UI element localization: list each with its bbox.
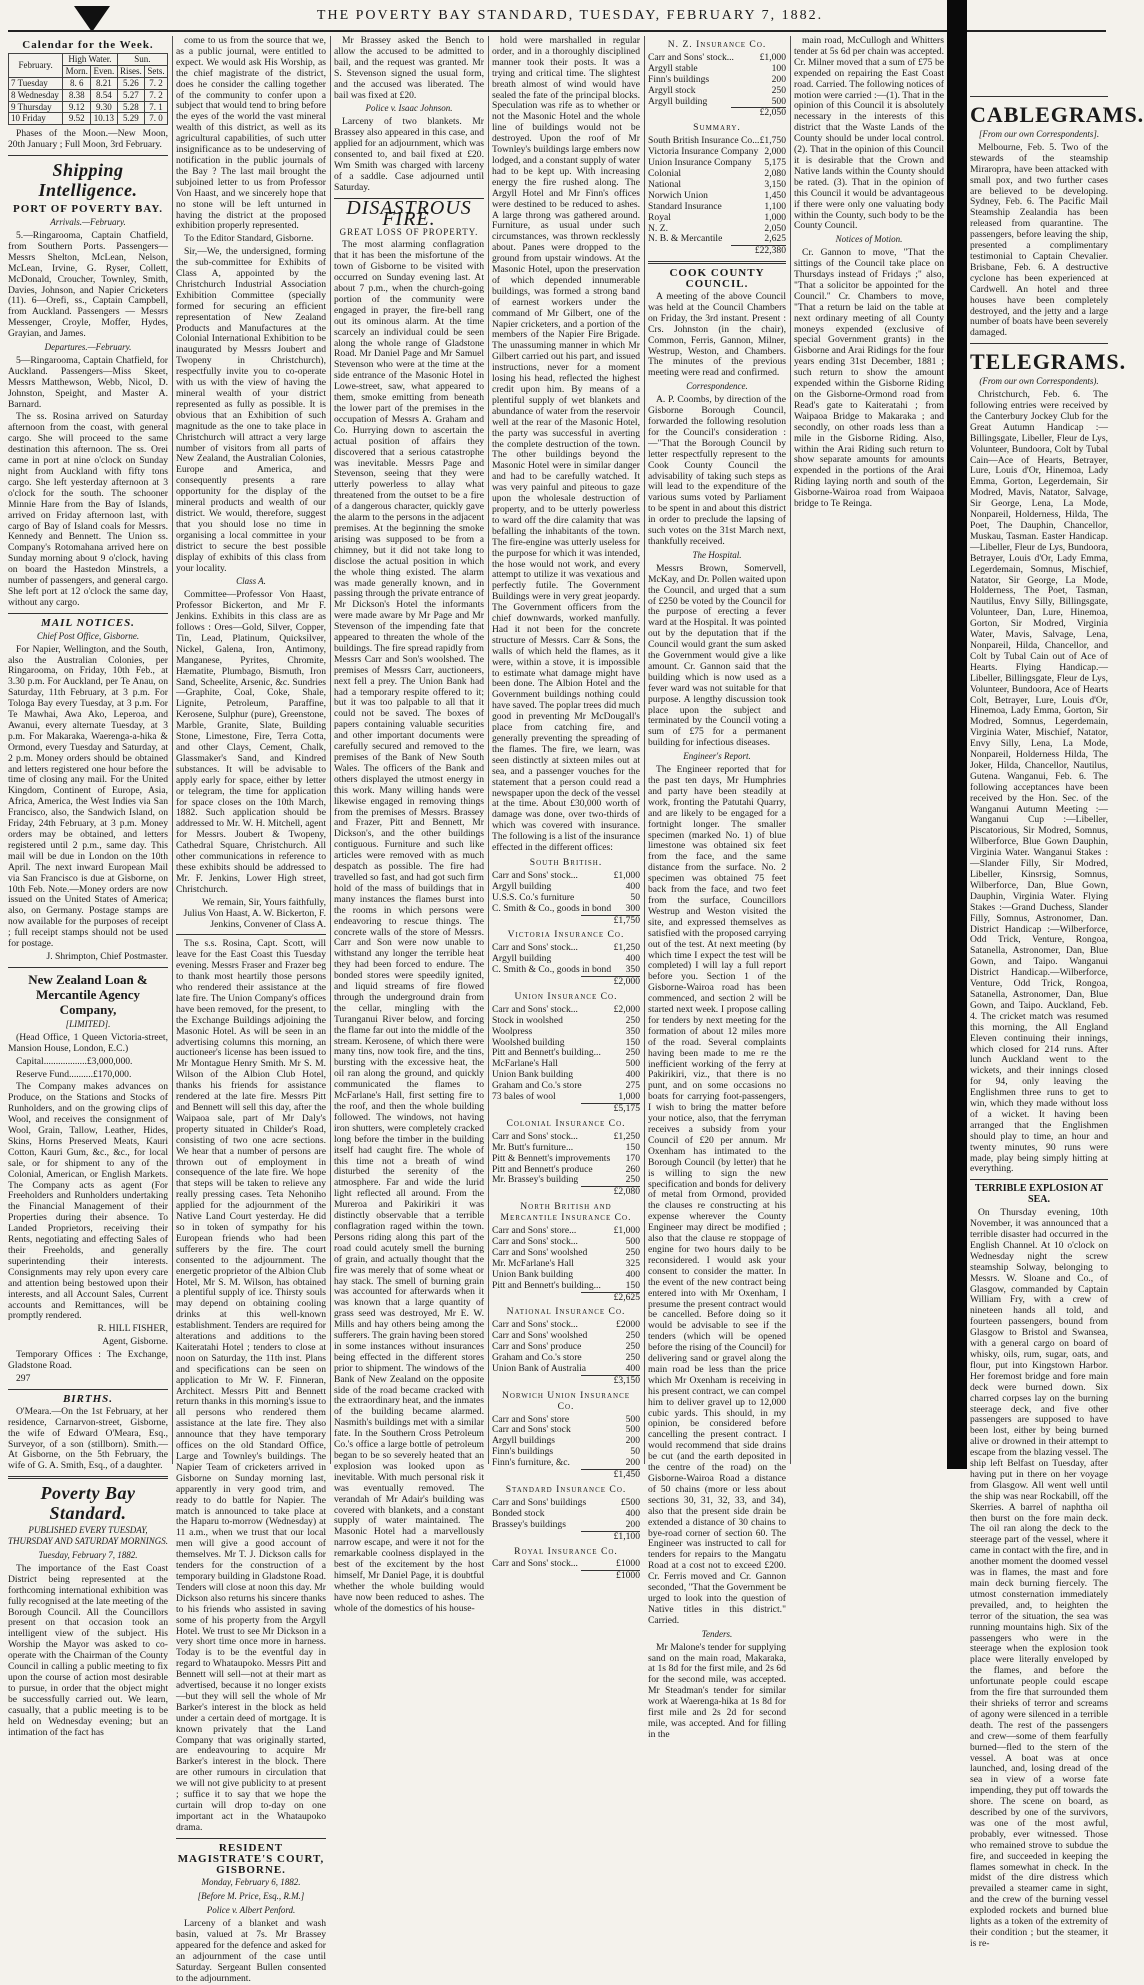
court-before: [Before M. Price, Esq., R.M.] (197, 1891, 305, 1902)
insurance-row (492, 1143, 640, 1154)
insurance-office-heading: Standard Insurance Co. (505, 1484, 627, 1495)
insurance-office-heading: National Insurance Co. (506, 1306, 626, 1318)
engineer-heading: Engineer's Report. (683, 751, 751, 762)
insurance-row (492, 1364, 640, 1375)
insurance-item: Royal (648, 211, 671, 223)
insurance-row (492, 1281, 640, 1292)
insurance-total: £2,625 (581, 1292, 640, 1304)
calendar-cell: 8.21 (91, 77, 117, 89)
insurance-total: £2,050 (731, 107, 786, 119)
insurance-amount: 250 (625, 1047, 640, 1059)
leader-text: The importance of the East Coast District being represented at the forthcoming international exhibition was fully recognised at the late meeting of the Borough Council. All the Councillors present on that occasion took an intelligent view of the subject. His Worship the Mayor was asked to co-operate with the Chairman of the County Council in calling a public meeting to fix upon the course of action most desirable to pursue, in order that the object might be successfully carried out. We learn, casually, that a public meeting is to be held on Wednesday evening; but an intimation of the fact has (8, 1562, 168, 1738)
divider (970, 96, 1108, 97)
scan-black-bar (947, 0, 967, 1469)
divider (648, 261, 786, 264)
insurance-amount: 400 (625, 1268, 640, 1280)
divider (970, 1179, 1108, 1180)
column-divider (644, 36, 645, 1464)
insurance-office-heading: Summary. (693, 122, 741, 134)
court-heading: RESIDENT MAGISTRATE'S COURT, GISBORNE. (177, 1841, 325, 1876)
insurance-amount: 250 (625, 1330, 640, 1342)
masthead-rule (8, 30, 1106, 32)
column-4 (492, 35, 640, 1582)
calendar-cell: 8.54 (91, 89, 117, 101)
council-heading: COOK COUNTY COUNCIL. (669, 267, 765, 291)
column-5 (648, 36, 786, 1740)
insurance-item: C. Smith & Co., goods in bond (492, 902, 612, 914)
insurance-total: £1000 (581, 1570, 640, 1582)
insurance-row (648, 234, 786, 245)
insurance-amount: 1,000 (618, 1091, 640, 1103)
insurance-office-heading: Colonial Insurance Co. (506, 1117, 626, 1129)
insurance-item: Carr and Sons' stock... (492, 1558, 578, 1570)
fire-text: The most alarming conflagration that it has been the misfortune of the town of Gisborne to be visited with occurred on Sunday evening last. At about 7 p.m., when the church-going portion of the community were engaged in prayer, the fire-bell rang out its ominous alarm. At the time scarcely an individual could be seen along the whole range of Gladstone Road. Mr Daniel Page and Mr Samuel Stevenson who were at the time at the side entrance of the Masonic Hotel in Lowe-street, saw, what appeared to them, smoke emitting from beneath the lower part of the premises in the occupation of Messrs A. Graham and Co. Hurrying down to ascertain the actual position of affairs they discovered that a serious catastrophe was inevitable. Messrs Page and Stevenson, seeing that they were utterly powerless to allay what threatened from the outset to be a fire of a dangerous character, quickly gave the alarm to the persons in the adjacent premises. At the beginning the smoke arising was supposed to be from a chimney, but it did not take long to disclose the actual position in which the whole thing existed. The alarm was made generally known, and in passing through the private entrance of Mr Dickson's Hotel the informants were made aware by Mr Page and Mr Stevenson of the impending fate that appeared to threaten the whole of the buildings. The fire spread rapidly from Messrs Carr and Son's woolshed. The premises of Messrs Carr, auctioneers, next fell a prey. The Union Bank had had a temporary respite offered to it; but it was too palpable to all that it could not be saved. The boxes of papers containing valuable securities and other important documents were carefully secured and removed to the premises of the Bank of New South Wales. The officers of the Bank and others displayed the utmost energy in this work. Many willing hands were likewise engaged in removing things from the premises of Messrs. Brassey and Frazer, Pitt and Bennett, Mr Dickson's, and the other buildings contiguous. Furniture and such like articles were removed with as much despatch as possible. The fire had travelled so fast, and had got such firm hold of the mass of buildings that in many instances the flames burst into the rooms in which persons were endeavoring to rescue things. The concrete walls of the store of Messrs. Carr and Son were now unable to withstand any longer the terrible heat they had been forced to endure. The bonded stores were speedily ignited, and liquid streams of fire flowed through the underground drain from the cellar, mingling with the Turanganui River below, and forcing the flame far out into the middle of the stream. Kerosene, of which there were many tins, now took fire, and the tins, bursting with the excessive heat, the oil ran along the ground, and quickly communicated the flames to McFarlane's Hall, first setting fire to the roof, and then the whole building followed. The windows, not having iron shutters, were completely cracked long before the timber in the building itself had caught fire. The whole of this time not a breath of wind disturbed the serenity of the atmosphere. Far and wide the lurid light reflected all around. From the Mureroa and Pakirikiri it was distinctly observable that a terrible conflagration raged within the town. Persons riding along this part of the road could acutely smell the burning of grain, and actually thought that the fire was merely that of some wheat or hay stack. The smell of burning grain was accounted for afterwards when it was known that a large quantity of grass seed was destroyed, Mr E. W. Mills and hay others being among the sufferers. The grain having been stored in some instances without insurances being effected in the different stores prior to shipment. The windows of the Bank of New Zealand on the opposite side of the road became cracked with the extraordinary heat, and the inmates of the building became alarmed. Nasmith's buildings met with a similar fate. In the Southern Cross Petroleum Co.'s office a large bottle of petroleum began to be so severely heated that an explosion was looked upon as inevitable. With much personal risk it was eventually removed. The verandah of Mr Adair's building was covered with blankets, and a constant supply of water maintained. The Masonic Hotel had a marvellously narrow escape, and were it not for the remarkable coolness displayed in the best of the excitement by the host himself, Mr Daniel Page, it is doubtful whether the whole building would have now been reduced to ashes. The whole of the domestics of his house- (334, 239, 484, 1614)
calendar-cell: 7. 2 (145, 77, 168, 89)
insurance-office-heading: South British. (529, 856, 603, 868)
letter-addressee: To the Editor Standard, Gisborne. (184, 233, 314, 245)
insurance-item: Standard Insurance (648, 200, 722, 212)
insurance-item: Norwich Union (648, 189, 708, 201)
insurance-item: Carr and Sons' stock (492, 1424, 571, 1436)
insurance-office-heading: Victoria Insurance Co. (507, 929, 625, 941)
calendar-cell: 7. 1 (145, 101, 168, 113)
nzla-capital: Capital..................£3,000,000. (16, 1055, 133, 1067)
calendar-row (9, 77, 168, 89)
fire-heading: DISASTROUS FIRE. (346, 196, 472, 230)
published-line: PUBLISHED EVERY TUESDAY, THURSDAY AND SATURDAY MORNINGS. (8, 1525, 169, 1547)
insurance-amount: 2,625 (764, 233, 786, 245)
issue-date: Tuesday, February 7, 1882. (38, 1550, 138, 1561)
column-7 (970, 36, 1144, 1949)
insurance-item: Woolpress (492, 1025, 533, 1037)
insurance-amount: 250 (625, 1246, 640, 1258)
fire-continued: hold were marshalled in regular order, and in a thoroughly disciplined manner took their posts. It was a trying and critical time. The slightest breath almost of wind would have sealed the fate of the principal blocks. Speculation was rife as to whether or not the Masonic Hotel and the whole line of buildings would not be destroyed. Upon the roof of Mr Townley's buildings large embers now lodged, and a constant supply of water had to be kept up. With increasing energy the fire rushed along. The Argyll Hotel and Mr Finn's offices were destined to be reduced to ashes. A large throng was gathered around. Furniture, as usual under such circumstances, was thrown recklessly about. Panes were dropped to the ground from upstair windows. At the Masonic Hotel, upon the preservation of which depended innumerable buildings, was formed a strong band of earnest workers under the command of Mr Gilbert, one of the Napier cricketers, and a portion of the members of the Napier Fire Brigade. The unassuming manner in which Mr Gilbert carried out his part, and issued instructions, never for a moment losing his head, reflected the highest credit upon him. By means of a plentiful supply of wet blankets and abundance of water from the reservoir well at the rear of the Masonic Hotel, the party was successful in averting the complete destruction of the town. The other buildings beyond the Masonic Hotel were in similar danger and had to be carefully watched. It was very painful and piteous to gaze upon the wholesale destruction of property, and to be utterly powerless to ward off the dire calamity that was befalling the inhabitants of the town. The fire-engine was utterly useless for the purpose for which it was intended, the hose would not work, and every attempt to utilize it was vexatious and perfectly futile. The Government Buildings were in very great jeopardy. The Government officers from the chief downwards, worked manfully. Had it not been for the concrete structure of Messrs. Carr & Sons, the walls of which held the flames, as it were, within a stove, it is impossible to estimate what damage might have been done. The Albion Hotel and the Government buildings nothing could have saved. The poplar trees did much good in preventing Mr McDougall's place from catching fire, and generally preventing the spreading of the flames. The fire, we learn, was seen distinctly at sixteen miles out at sea, and a passenger vouches for the statement that a person could read a newspaper upon the deck of the vessel at the time. About £30,000 worth of damage was done, over two-thirds of which was covered with insurance. The following is a list of the insurance effected in the different offices: (492, 35, 640, 854)
calendar-cell: 9.52 (63, 113, 91, 125)
insurance-item: Carr and Sons' woolshed (492, 1246, 588, 1258)
insurance-item: Mr. Brassey's building (492, 1174, 579, 1186)
insurance-item: Argyll buildings (492, 1435, 555, 1447)
column-2 (176, 35, 327, 1984)
insurance-item: Carr and Sons' stock... (492, 1130, 578, 1142)
calendar-subheader: Sets. (145, 65, 168, 77)
insurance-item: Finn's buildings (492, 1446, 554, 1458)
insurance-amount: 400 (625, 1069, 640, 1081)
insurance-amount: 100 (771, 62, 786, 74)
correspondence-heading: Correspondence. (686, 381, 748, 392)
column-divider (790, 36, 791, 1464)
insurance-amount: 400 (625, 880, 640, 892)
calendar-title: Calendar for the Week. (22, 39, 154, 51)
insurance-amount: 200 (771, 73, 786, 85)
insurance-total: £5,175 (581, 1103, 640, 1115)
hospital-heading: The Hospital. (692, 549, 742, 560)
insurance-item: Finn's furniture, &c. (492, 1457, 570, 1469)
divider (8, 1476, 168, 1479)
shipping-heading: Shipping Intelligence. (38, 160, 138, 201)
insurance-item: Pitt and Bennett's produce (492, 1163, 593, 1175)
insurance-amount: 1,000 (764, 211, 786, 223)
letter-text: Sir,—We, the undersigned, forming the sub-committee for Exhibits of Class A, appointed by the Christchurch Industrial Association Exhibition Committee (specially formed for securing an efficient representation of New Zealand Products and Manufactures at the Colonial International Exhibition to be inaugurated by Messrs Joubert and Twopeny in Christchurch), respectfully invite you to co-operate with us with the view of having the mineral wealth of your district represented as fully as possible. It is obvious that an Exhibition of such magnitude as the one to take place in Christchurch will attract a very large number of visitors from all parts of New Zealand, the Australian Colonies, Europe and America, and consequently presents a rare opportunity for the display of the mineral products and wealth of our district. We would, therefore, suggest that you should lose no time in organising a local committee in your district to secure the best possible display of exhibits of this class from your locality. (176, 246, 326, 574)
calendar-table (8, 53, 168, 125)
insurance-row (492, 1175, 640, 1186)
insurance-amount: 200 (625, 1518, 640, 1530)
telegrams-subheading: (From our own Correspondents). (979, 376, 1099, 387)
calendar-cell: 5.28 (117, 101, 144, 113)
insurance-row (492, 1027, 640, 1038)
fisher-role: Agent, Gisborne. (102, 1336, 168, 1348)
calendar-cell: 5.26 (117, 77, 144, 89)
insurance-item: Carr and Sons' stock... (492, 869, 578, 881)
insurance-row (492, 1092, 640, 1103)
insurance-amount: 50 (630, 891, 640, 903)
insurance-amount: 250 (625, 1014, 640, 1026)
fire-subheading: GREAT LOSS OF PROPERTY. (339, 226, 479, 237)
moon-phases: Phases of the Moon.—New Moon, 20th January ; Full Moon, 3rd February. (8, 128, 168, 151)
insurance-item: Carr and Sons' stock... (492, 942, 578, 954)
insurance-item: Woolshed building (492, 1036, 565, 1048)
insurance-item: Argyll building (492, 880, 552, 892)
insurance-amount: 350 (625, 1025, 640, 1037)
insurance-item: Carr and Sons' produce (492, 1341, 582, 1353)
insurance-amount: 400 (625, 953, 640, 965)
cablegrams-subheading: [From our own Correspondents]. (978, 129, 1100, 139)
insurance-amount: 2,050 (764, 222, 786, 234)
insurance-total: £1,750 (581, 915, 640, 927)
insurance-item: U.S.S. Co.'s furniture (492, 891, 575, 903)
column-1 (8, 36, 169, 1738)
insurance-row (492, 1458, 640, 1469)
departures-heading: Departures.—February. (44, 342, 132, 353)
court-case: Police v. Albert Penford. (206, 1905, 296, 1916)
insurance-amount: 260 (625, 1163, 640, 1175)
notices-heading: Notices of Motion. (835, 234, 903, 245)
calendar-day: 8 Wednesday (9, 89, 63, 101)
calendar-cell: 5.27 (117, 89, 144, 101)
telegrams-heading: TELEGRAMS. (970, 349, 1127, 375)
page-corner-mark (74, 6, 110, 32)
insurance-item: Carr and Sons' woolshed (492, 1330, 588, 1342)
court-text: Larceny of a blanket and wash basin, valued at 7s. Mr Brassey appeared for the defence and asked for an adjournment of the case until Saturday. Sergeant Bullen consented to the adjournment. (176, 1918, 326, 1984)
insurance-amount: 170 (625, 1152, 640, 1164)
calendar-subheader: Rises. (117, 65, 144, 77)
leader-continued: come to us from the source that we, as a public journal, were entitled to expect. We would ask His Worship, as the chief magistrate of the district, does he consider the calling together of the community to confer upon a subject that would tend to bring before the eyes of the world the vast mineral wealth of this district, as well as its agricultural capabilities, of such utter insignificance as to be undeserving of notification in the public journals of the Bay ? The last mail brought the subjoined letter to us from Professor Von Haast, and we sincerely hope that no stone will be left unturned in having the district at the proposed exhibition properly represented. (176, 35, 326, 232)
temporary-offices: Temporary Offices : The Exchange, Gladstone Road. (8, 1349, 168, 1372)
insurance-total: £2,080 (581, 1186, 640, 1198)
nzla-office: (Head Office, 1 Queen Victoria-street, Mansion House, London, E.C.) (8, 1031, 168, 1054)
insurance-office-heading: Royal Insurance Co. (514, 1545, 618, 1557)
insurance-amount: 500 (625, 1235, 640, 1247)
calendar-body (9, 77, 168, 125)
nzla-heading: New Zealand Loan & Mercantile Agency Company, (28, 971, 148, 1017)
column-6 (794, 36, 944, 1464)
divider (8, 967, 168, 968)
fisher-name: R. HILL FISHER, (97, 1323, 168, 1335)
insurance-item: Union Bank building (492, 1069, 574, 1081)
insurance-office-heading: Union Insurance Co. (514, 990, 618, 1002)
shipping-news: The ss. Rosina arrived on Saturday afternoon from the coast, with general cargo. She will proceed to the same destination this afternoon. The ss. Orei came in port at nine o'clock on Sunday night from Auckland with fifty tons cargo. She left yesterday afternoon at 3 o'clock for the south. The schooner Minnie Hare from the Bay of Islands, arrived on Friday afternoon last, with cargo of Bay of Island coals for Messrs. Kennedy and Bennett. The Union ss. Company's Rotomahana arrived here on Sunday morning about 9 o'clock, having on board the Hastedon Minstrels, a number of passengers, and general cargo. She left port at 12 o'clock the same day, without any cargo. (8, 411, 168, 608)
port-heading: PORT OF POVERTY BAY. (12, 203, 164, 216)
notices-text: Cr. Gannon to move, "That the sittings of the Council take place on Thursdays instead of Fridays ;" also, "That a solicitor be appointed for the Council." Cr. Chambers to move, "That a return be laid on the table at next ordinary meeting of all County moneys expended (exclusive of special Government grants) in the Gisborne and Arai Ridings for the four years ending 31st December, 1881 ; such return to show the amount expended within the Gisborne Riding on the Gisborne-Ormond road from Read's gate to Kaiteratahi ; from Waipaoa Bridge to Makaraka ; and secondly, on other roads less than a mile in the Gisborne Riding. Also, within the Arai Riding such return to show separate amounts for amounts expended in the portions of the Arai Riding laying north and south of the Gisborne-Wairoa road from Waipaoa bridge to Te Reinga. (794, 247, 944, 510)
insurance-item: N. B. & Mercantile (648, 233, 723, 245)
calendar-cell: 9.12 (63, 101, 91, 113)
insurance-amount: 400 (625, 1507, 640, 1519)
divider (176, 934, 326, 935)
insurance-amount: £1,250 (613, 942, 640, 954)
arrivals-text: 5.—Ringarooma, Captain Chatfield, from Southern Ports. Passengers—Messrs Shelton, McLean, Nelson, McLean, Irvine, G. Ryser, Collett, McDonald, Croucher, Townley, Smith, Davies, Johnson, and Napier Cricketers (11). 6—Orefi, ss., Captain Campbell, from Auckland. Passengers — Messrs Messenger, Croyle, Moffer, Hydes, Grayian, and James. (8, 229, 168, 340)
insurance-amount: £1,750 (759, 135, 786, 147)
explosion-heading: TERRIBLE EXPLOSION AT SEA. (974, 1183, 1104, 1206)
insurance-amount: 325 (625, 1257, 640, 1269)
insurance-row (648, 75, 786, 86)
cablegrams-text: Melbourne, Feb. 5. Two of the stewards of the steamship Miraropra, have been attacked with small pox, and two further cases are believed to be developing. Sydney, Feb. 6. The Pacific Mail Steamship Zealandia has been released from quarantine. The passengers, before leaving the ship, presented a complimentary testimonial to Captain Chevalier. Brisbane, Feb. 6. A destructive cyclone has been experienced at Cardwell. An hotel and three houses have been completely destroyed, and the jetty and a large number of boats have been severely damaged. (970, 141, 1108, 339)
insurance-amount: 1,100 (764, 200, 786, 212)
insurance-office-heading: Norwich Union Insurance Co. (501, 1389, 631, 1412)
insurance-item: Stock in woolshed (492, 1014, 563, 1026)
calendar-cell: 10.13 (91, 113, 117, 125)
calendar-header-month: February. (9, 53, 63, 77)
insurance-amount: 150 (625, 1036, 640, 1048)
calendar-cell: 9.30 (91, 101, 117, 113)
insurance-item: Colonial (648, 167, 682, 179)
mail-notices-heading: MAIL NOTICES. (41, 616, 135, 629)
insurance-item: Carr and Sons' store (492, 1413, 570, 1425)
insurance-item: Carr and Sons' stock... (492, 1235, 578, 1247)
insurance-amount: 2,000 (764, 146, 786, 158)
divider (970, 343, 1108, 344)
column-divider (330, 36, 331, 1464)
letter-signature: We remain, Sir, Yours faithfully, Julius Von Haast, A. W. Bickerton, F. Jenkins, Convener of Class A. (183, 896, 326, 930)
insurance-row (648, 97, 786, 108)
court-text-2: Larceny of two blankets. Mr Brassey also appeared in this case, and applied for an adjournment, which was consented to, and bail fixed at £20. Wm Smith was charged with larceny of a saddle. Case adjourned until Saturday. (334, 116, 484, 193)
insurance-office-heading: N. Z. Insurance Co. (667, 39, 767, 50)
insurance-row (492, 965, 640, 976)
insurance-amount: 300 (625, 902, 640, 914)
insurance-item: Union Insurance Company (648, 157, 752, 169)
nzla-reserve: Reserve Fund..........£170,000. (16, 1068, 132, 1080)
insurance-amount: 150 (625, 1279, 640, 1291)
insurance-item: Pitt and Bennett's building... (492, 1279, 601, 1291)
calendar-cell: 5.29 (117, 113, 144, 125)
insurance-amount: £1,000 (759, 51, 786, 63)
calendar-header-high-water: High Water. (63, 53, 117, 65)
insurance-amount: 50 (630, 1446, 640, 1458)
calendar-day: 7 Tuesday (9, 77, 63, 89)
insurance-amount: 500 (625, 1424, 640, 1436)
insurance-item: South British Insurance Co... (648, 135, 760, 147)
insurance-amount: £1,000 (613, 1225, 640, 1237)
committee-text: Committee—Professor Von Haast, Professor Bickerton, and Mr F. Jenkins. Exhibits in this class are as follows : Ores—Gold, Silver, Copper, Tin, Lead, Platinum, Quicksilver, Nickel, Galena, Iron, Antimony, Manganese, Pyrites, Chromite, Hæmatite, Plumbago, Bismuth, Iron Sand, Scheelite, Arsenic, &c. Sundries—Graphite, Coal, Coke, Shale, Lignite, Petroleum, Paraffine, Kerosene, Sulphur (pure), Greenstone, Marble, Granite, Slate, Building Stone, Limestone, Fire, Terra Cotta, and other Clays, Cement, Chalk, Glassmaker's Sand, and Kindred substances. It will be advisable to apply early for space, either by letter or telegram, the time for application for space closes on the 10th March, 1882. Such application should be addressed to Mr. W. H. Mitchell, agent for Messrs. Joubert & Twopeny, Cathedral Square, Christchurch. All other communications in reference to these exhibits should be addressed to Mr. F. Jenkins, Lower High street, Christchurch. (176, 589, 326, 895)
calendar-cell: 8.38 (63, 89, 91, 101)
insurance-amount: 275 (625, 1080, 640, 1092)
local-news: The s.s. Rosina, Capt. Scott, will leave for the East Coast this Tuesday evening. Messrs Fraser and Frazer beg to thank most heartily those persons who rendered their assistance at the late fire. The Union Company's offices have been removed, for the present, to the Exchange Buildings adjoining the Masonic Hotel. As will be seen in an advertising columns this morning, an auctioneer's license has been issued to Mr Montague Henry Smith. Mr S. M. Wilson of the Albion Club Hotel, thanks his friends for assistance rendered at the late fire. Messrs Pitt and Bennett will sell this day, after the Waipaoa sale, part of Mr Daly's property situated in Childer's Road, consisting of two one acre sections. We hear that a number of persons are thrown out of employment in consequence of the late fire. We hope that steps will be taken to relieve any really pressing cases. Teta Nehoniho applied for the adjournment of the Native Land Court yesterday. He did so in token of sympathy for his European friends who had been sufferers by the fire. The court consented to the adjournment. The energetic proprietor of the Albion Club Hotel, Mr S. M. Wilson, has obtained a plentiful supply of ice. Thirsty souls may depend on obtaining cooling drinks at this well-known establishment. Tenders are required for alterations and additions to the Kaiteratahi Hotel ; tenders to close at noon on Saturday, the 11th inst. Plans and specifications can be seen on application to Mr W. F. Finneran, Architect. Messrs Pitt and Bennett return thanks in this morning's issue to all persons who rendered them assistance at the late fire. They also announce that they have temporary offices on the old Standard Office, Large and Townley's buildings. The Napier Team of cricketers arrived in Gisborne on Sunday morning last, apparently in very good trim, and ready to do battle for Napier. The match is announced to take place at the Haparu to-morrow (Wednesday) at 11 a.m., when we trust that our local men will give a good account of themselves. Mr T. J. Dickson calls for tenders for the construction of a temporary building in Gladstone Road. Tenders will close at noon this day. Mr Dickson also returns his sincere thanks to his friends who assisted in saving some of his property from the Argyll Hotel. We trust to see Mr Dickson in a very short time once more in harness. Today is to be the eventful day in regard to Whataupoko. Messrs Pitt and Bennett will sell—not at their mart as advertised, because it no longer exists—but they will sell the whole of Mr Barker's interest in the block as held under a certain deed of mortgage. It is known privately that the Land Company that was originally started, are endeavouring to acquire Mr Barker's interest in the block. There are other rumours in circulation that we will not give publicity to at present ; suffice it to say that we hope the curtain will drop to-day on one important act in the Whataupoko drama. (176, 938, 327, 1833)
insurance-amount: £1,250 (613, 1130, 640, 1142)
insurance-amount: 2,080 (764, 167, 786, 179)
insurance-amount: £2000 (616, 1319, 640, 1331)
insurance-total: £2,000 (581, 976, 640, 988)
engineer-text: The Engineer reported that for the past ten days, Mr Humphries and party have been steadily at work, fronting the Patutahi Quarry, and are likely to be engaged for a fortnight longer. The smaller specimen (marked No. 1) of blue limestone was obtained six feet from the face, and the same distance from the surface. No. 2 specimen was obtained 75 feet back from the face, and two feet from the surface, Councillors Westrup and Weston visited the site, and expressed themselves as satisfied with the proposed carrying out of the test. At next meeting (by which time I expect the test will be completed) I will lay a full report before you. Section 1 of the Gisborne-Wairoa road has been commenced, and section 2 will be started next week. I propose calling for tenders by next meeting for the formation of about 12 miles more of the road. Several complaints having been made to me re the inefficient working of the ferry at Pakirikiri, viz., that there is no punt, and on some occasions no boats for carrying foot-passengers, I wish to bring the matter before your notice, also, that the ferryman receives a subsidy from your Council of £20 per annum. Mr Oxenham has intimated to the Borough Council (by letter) that he is willing to sign the new specification and bonds for delivery of metal from Ormond, provided the clauses re constructing at his expense wherever the County Engineer may direct be modified ; also that the clause re stoppage of engine for two hours daily to be reconsidered. I would ask your consent to consider the matter. In the event of the new contract being entered into with Mr Oxenham, I presume the present contract would be cancelled. Before doing so it would be advisable to see if the tenders (which will be opened before the rising of the Council) for delivering sand or gravel along the main road be less than the price which Mr Oxenham is receiving in his present contract, we can compel him to deliver gravel up to 12,000 cubic yards. This should, in my opinion, be considered before cancelling the present contract. I would recommend that side drains be cut (and the earth deposited in the centre of the road) on the Gisborne-Wairoa Road a distance of 50 chains (more or less about sections 30, 31, 32, 33, and 34), also that the present side drain be extended a distance of 30 chains to bye-road corner of section 60. The Engineer was instructed to call for tenders for repairs to the Mangatu Road at a cost not to exceed £200. Cr. Ferris moved and Cr. Gannon seconded, "That the Government be urged to look into the question of Native titles in this district." Carried. (648, 764, 786, 1626)
insurance-row (492, 1270, 640, 1281)
explosion-text: On Thursday evening, 10th November, it was announced that a terrible disaster had occurred in the English Channel. At 10 o'clock on Wednesday night the screw steamship Solway, belonging to Messrs. W. Sloane and Co., of Glasgow, commanded by Captain William Fry, with a crew of nineteen hands all told, and fourteen passengers, bound from Glasgow to Bristol and Swansea, with a general cargo on board of whisky, oils, rum, sugar, oats, and flour, put into Kingstown Harbor. Her foremost bridge and fore main deck were burned down. Six charred corpses lay on the burning steerage deck, and five other passengers are supposed to have been lost, either by being burned alive or drowned in their attempt to escape from the blazing vessel. The ship left Belfast on Tuesday, after having put in there on her voyage from Glasgow. All went well until the ship was near Rockabill, off the Skerries. A barrel of naphtha oil then burst on the fore main deck. The oil ran along the deck to the steerage part of the vessel, where it came in contact with the fire, and in another moment the doomed vessel was in flames, the mast and fore main deck burning fiercely. The utmost consternation immediately prevailed, and, to heighten the terror of the situation, the sea was running mountains high. Six of the passengers who were in the steerage when the explosion took place were literally enveloped by the flames, and before the unfortunate people could escape from the fire that surrounded them their shrieks of terror and screams of agony were silenced in a terrible death. The rest of the passengers and crew—some of them fearfully burned—fled to the stern of the vessel. A boat was at once launched, and, losing dread of the sea in view of a worse fate impending, they put off towards the shore. The scene on board, as described by one of the survivors, was one of the most awful, probably, ever witnessed. Those who remained strove to subdue the fire, and succeeded in keeping the flames somewhat in check. In the midst of the dire distress which prevailed a steamer came in sight, and the crew of the burning vessel exploded rockets and burned blue lights as a token of the extremity of their condition ; but the steamer, it is re- (970, 1207, 1108, 1949)
insurance-amount: £500 (620, 1496, 640, 1508)
court-date: Monday, February 6, 1882. (201, 1877, 301, 1888)
insurance-item: Graham and Co.'s store (492, 1352, 582, 1364)
insurance-amount: 350 (625, 964, 640, 976)
court-case-2: Police v. Isaac Johnson. (365, 103, 453, 114)
mail-office: Chief Post Office, Gisborne. (36, 630, 140, 641)
insurance-item: Carr and Sons' store... (492, 1225, 577, 1237)
insurance-amount: 500 (625, 1413, 640, 1425)
insurance-amount: 250 (625, 1352, 640, 1364)
insurance-item: Argyll stock (648, 84, 696, 96)
insurance-office-heading: North British and Mercantile Insurance Co. (500, 1201, 632, 1224)
insurance-amount: £1,000 (613, 869, 640, 881)
council-text: A meeting of the above Council was held at the Council Chambers on Friday, the 3rd instant. Present : Crs. Johnston (in the chair), Common, Ferris, Gannon, Milner, Westrup, Weston, and Chambers. The minutes of the previous meeting were read and confirmed. (648, 291, 786, 379)
insurance-item: Union Bank of Australia (492, 1362, 587, 1374)
insurance-item: Union Bank building (492, 1268, 574, 1280)
insurance-item: Finn's buildings (648, 73, 710, 85)
calendar-subheader: Even. (91, 65, 117, 77)
calendar-day: 10 Friday (9, 113, 63, 125)
column-divider (488, 36, 489, 1464)
insurance-amount: 5,175 (764, 157, 786, 169)
insurance-amount: £1000 (616, 1558, 640, 1570)
births-text: O'Meara.—On the 1st February, at her residence, Carnarvon-street, Gisborne, the wife of Edward O'Meara, Esq., Surveyor, of a son (stillborn). Smith.—At Gisborne, on the 5th February, the wife of G. A. Smith, Esq., of a daughter. (8, 1405, 168, 1472)
insurance-item: Bonded stock (492, 1507, 545, 1519)
calendar-cell: 7. 0 (145, 113, 168, 125)
insurance-item: Carr and Sons' buildings (492, 1496, 587, 1508)
tenders-heading: Tenders. (701, 1628, 733, 1639)
paper-title: Poverty Bay Standard. (40, 1483, 136, 1524)
insurance-row (492, 1559, 640, 1570)
calendar-day: 9 Thursday (9, 101, 63, 113)
insurance-item: Pitt and Bennett's building... (492, 1047, 601, 1059)
advert-number: 297 (16, 1372, 31, 1384)
insurance-item: Carr and Sons' stock... (492, 1319, 578, 1331)
insurance-amount: 150 (625, 1141, 640, 1153)
calendar-row (9, 101, 168, 113)
insurance-amount: 200 (625, 1457, 640, 1469)
cablegrams-heading: CABLEGRAMS. (970, 102, 1144, 127)
insurance-row (492, 1154, 640, 1165)
divider (8, 1389, 168, 1390)
insurance-item: Brassey's buildings (492, 1518, 566, 1530)
insurance-item: Graham and Co.'s store (492, 1080, 582, 1092)
hospital-text: Messrs Brown, Somervell, McKay, and Dr. Pollen waited upon the Council, and urged that a sum of £250 be voted by the Council for the purpose of erecting a fever ward at the Hospital. It was pointed out by the deputation that if the Council would grant the sum asked the Government would give a like amount. Cr. Gannon said that the building which is now used as a fever ward was not suitable for that purpose. A lengthy discussion took place upon the subject and terminated by the Council voting a sum of £75 for a permanent building for infectious diseases. (648, 562, 786, 749)
insurance-row (492, 1520, 640, 1531)
insurance-amount: £2,000 (613, 1003, 640, 1015)
calendar-row (9, 89, 168, 101)
insurance-row (648, 86, 786, 97)
insurance-amount: 200 (625, 1435, 640, 1447)
insurance-item: C. Smith & Co., goods in bond (492, 964, 612, 976)
telegrams-text: Christchurch, Feb. 6. The following entries were received by the Canterbury Jockey Club for the Great Autumn Handicap :— Billingsgate, Libeller, Fleur de Lys, Volunteer, Bundoora, Colt by Tubal Cain—Ace of Hearts, Betrayer, Lure, Louis d'Or, Hinemoa, Lady Emma, Gorton, Legerdemain, Sir Modred, Mavis, Natator, Salvage, Sir George, Lena, La Mode, Nonpareil, Holderness, Hilda, The Poet, The Dauphin, Chancellor, Muskau, Tasman. Easter Handicap.—Libeller, Fleur de Lys, Bundoora, Betrayer, Louis d'Or, Lady Emma, Legerdemain, Somnus, Mischief, Natator, Sir George, La Mode, Holderness, The Poet, Tasman, Nautilus, Envy Silly, Billingsgate, Volunteer, Dan, Lure, Hinemoa, Gorton, Sir Modred, Virginia Water, Mavis, Salvage, Lena, Nonpareil, Hilda, Chancellor, and Colt by Tubal Cain out of Ace of Hearts. Flying Handicap.—Libeller, Billingsgate, Fleur de Lys, Volunteer, Bundoora, Ace of Hearts Colt, Betrayer, Lure, Louis d'Or, Hinemoa, Lady Emma, Gorton, Sir Modred, Somnus, Legerdemain, Virginia Water, Mischief, Natator, Envy Silly, Lena, La Mode, Nonpareil, Holderness Hilda, The Joker, Hilda, Chancellor, Nautilus, Gutena. Wanganui, Feb. 6. The following acceptances have been received by the Hon. Sec. of the Wanganui Autumn Meeting :— Wanganui Cup :—Libeller, Piscatorious, Sir Modred, Somnus, Wilberforce, Blue Gown Dauphin, Virginia Water. Wanganui Stakes :—Slander Filly, Sir Modred, Libeller, Kinsrsig, Somnus, Wilberforce, Dan, Blue Gown, Dauphin, Virginia Water. Flying Stakes :—Grand Duchess, Slander Filly, Somnus, Astronomer, Dan. District Handicap :—Wilberforce, Odd Trick, Venture, Rongoa, Satanella, Astronomer, Dan, Blue Gown, and Taipo. Wanganui District Handicap.—Wilberforce, Venture, Odd Trick, Rongoa, Satanella, Astronomer, Dan, Blue Gown, and Taipo. Auckland, Feb. 4. The cricket match was resumed this morning, the All England Eleven continuing their innings, which closed for 214 runs. After lunch Auckland went to the wickets, and their innings closed for 94, only leaving the Englishmen three runs to get to win, which they made without loss of a wicket. It having been arranged that the Englishmen should play to time, an hour and twenty minutes, 90 runs were made, play being simply hitting at everything. (970, 389, 1108, 1175)
insurance-item: Pitt & Bennett's improvements (492, 1152, 611, 1164)
insurance-item: N. Z. (648, 222, 668, 234)
insurance-row (648, 202, 786, 213)
insurance-item: McFarlane's Hall (492, 1058, 558, 1070)
insurance-item: Argyll building (492, 953, 552, 965)
insurance-total: £3,150 (581, 1375, 640, 1387)
insurance-item: National (648, 178, 682, 190)
council-continued: main road, McCullogh and Whitters tender at 5s 6d per chain was accepted. Cr. Milner moved that a sum of £75 be expended on repairing the East Coast road. Carried. The following notices of motion were carried :—(1). That in the opinion of this Council it is absolutely necessary in the interests of this district that the Waste Lands of the County should be under local control. (2). That in the opinion of this Council it is desirable that the Crown and Native lands within the County should be rated. (3). That in the opinion of this Council it would be advantageous if there were only one valuating body within the County, such body to be the County Council. (794, 35, 944, 232)
insurance-amount: 3,150 (764, 178, 786, 190)
insurance-total: £22,380 (731, 245, 786, 257)
insurance-item: Carr and Sons' stock... (492, 1003, 578, 1015)
insurance-total: £1,100 (581, 1531, 640, 1543)
calendar-cell: 7. 2 (145, 89, 168, 101)
mail-signature: J. Shrimpton, Chief Postmaster. (46, 950, 168, 962)
class-a-heading: Class A. (236, 576, 266, 587)
births-heading: BIRTHS. (62, 1392, 114, 1405)
insurance-row (492, 904, 640, 915)
insurance-amount: 250 (625, 1341, 640, 1353)
tenders-text: Mr Malone's tender for supplying sand on the main road, Makaraka, at 1s 8d for the first mile, and 2s 6d for the second mile, was accepted. Mr Steadman's tender for similar work at Waerenga-hika at 1s 8d for first mile and 2s 2d for second mile, was accepted. And for filling in the (648, 1641, 786, 1740)
divider (8, 155, 168, 156)
insurance-amount: 400 (625, 1362, 640, 1374)
calendar-subheader: Morn. (63, 65, 91, 77)
insurance-list (492, 858, 640, 1582)
insurance-item: Argyll building (648, 95, 708, 107)
insurance-amount: 250 (771, 84, 786, 96)
divider (8, 613, 168, 614)
column-3 (334, 35, 484, 1614)
insurance-item: Mr. McFarlane's Hall (492, 1257, 574, 1269)
insurance-amount: 250 (625, 1174, 640, 1186)
insurance-row (492, 893, 640, 904)
insurance-item: Victoria Insurance Company (648, 146, 759, 158)
column-divider (172, 36, 173, 1464)
insurance-amount: 500 (771, 95, 786, 107)
arrivals-heading: Arrivals.—February. (50, 217, 126, 228)
insurance-item: 73 bales of wool (492, 1091, 556, 1103)
insurance-item: Argyll stable (648, 62, 698, 74)
court-continued: Mr Brassey asked the Bench to allow the accused to be admitted to bail, and the request was granted. Mr S. Stevenson signed the usual form, and the accused was liberated. The bail was fixed at £20. (334, 35, 484, 101)
departures-text: 5—Ringarooma, Captain Chatfield, for Auckland. Passengers—Miss Skeet, Messrs Matthewson, Webb, Nicol, D. Johnston, Speight, and Master A. Barnard. (8, 354, 168, 410)
nzla-limited: [LIMITED]. (65, 1018, 111, 1029)
insurance-amount: 1,450 (764, 189, 786, 201)
insurance-total: £1,450 (581, 1469, 640, 1481)
insurance-list (648, 40, 786, 257)
calendar-header-sun: Sun. (117, 53, 167, 65)
masthead-title: THE POVERTY BAY STANDARD, TUESDAY, FEBRUARY 7, 1882. (316, 8, 824, 23)
insurance-amount: 500 (625, 1058, 640, 1070)
divider (176, 1838, 326, 1839)
insurance-row (648, 213, 786, 224)
correspondence-text: A. P. Coombs, by direction of the Gisborne Borough Council, forwarded the following resolution for the Council's consideration :—"That the Borough Council by letter respectfully represent to the Cook County Council the advisability of taking such steps as will lead to the expenditure of the various sums voted by Parliament to be spent in and about this district in order to preclude the lapsing of such votes on the 31st March next, thankfully received. (648, 394, 786, 547)
insurance-item: Mr. Butt's furniture... (492, 1141, 574, 1153)
calendar-cell: 8. 6 (63, 77, 91, 89)
calendar-row (9, 113, 168, 125)
nzla-company-text: The Company makes advances on Produce, on the Stations and Stocks of Runholders, and on the growing clips of Wool, and receives the consignment of Wool, Grain, Tallow, Leather, Hides, Skins, Horns Preserved Meats, Kauri Cotton, Kauri Gum, &c., &c., for local sale, or for shipment to any of the Colonial, American, or English Markets. The Company acts as agent (For Freeholders and Runholders undertaking the Financial Management of their Properties during their absence. To Landed Proprietors, receiving their Rents, negotiating and effecting Sales of their Freeholds, and generally superintending their interests. Consignments may rely upon every care and attention being bestowed upon their interests, and all Account Sales, Current accounts and Remittances, will be promptly rendered. (8, 1081, 168, 1322)
mail-notices-text: For Napier, Wellington, and the South, also the Australian Colonies, per Ringarooma, on Friday, 10th Feb., at 3.30 p.m. For Auckland, per Te Anau, on Saturday, 11th February, at 3 p.m. For Tologa Bay every Tuesday, at 3 p.m. For Te Mawhai, Awa Ako, Leperoa, and Awanui, every alternate Tuesday, at 3 p.m. For Makaraka, Waerenga-a-hika & Ormond, every Tuesday and Saturday, at 2 p.m. Money orders should be obtained and letters registered one hour before the time of closing any mail. For the United Kingdom, Continent of Europe, Asia, Africa, America, the West Indies via San Francisco, also, the Sandwich Island, on Friday, 24th February, at 3 p.m. Money orders may be obtained, and letters registered until 2 p.m., same day. This mail will be due in London on the 10th April. The next inward European Mail via San Francisco is due at Gisborne, on 10th Feb. Note.—Money orders are now issued on the United States of America; also, on Germany. Postage stamps are now available for the purposes of receipt ; full receipt stamps should not be used for postage. (8, 643, 168, 950)
insurance-item: Carr and Sons' stock... (648, 51, 734, 63)
